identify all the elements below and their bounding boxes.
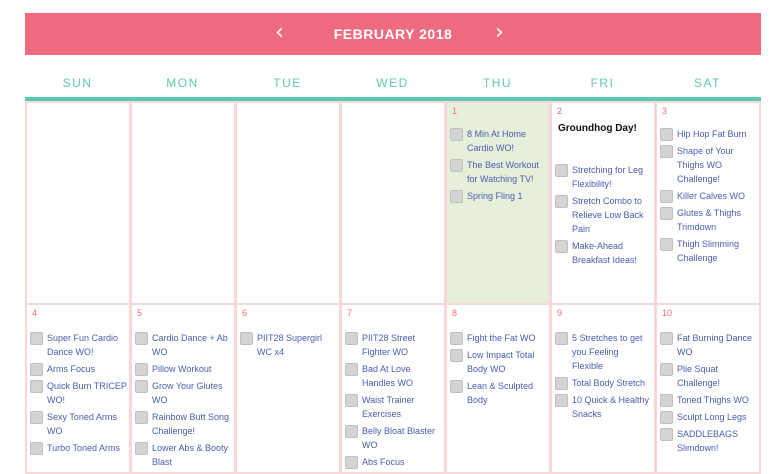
event-checkbox[interactable] (30, 332, 43, 345)
event-item[interactable]: Lower Abs & Booty Blast (135, 441, 232, 469)
event-item[interactable]: Grow Your Glutes WO (135, 379, 232, 407)
event-item[interactable]: Killer Calves WO (660, 189, 757, 203)
event-checkbox[interactable] (240, 332, 253, 345)
event-checkbox[interactable] (660, 363, 673, 376)
weekday-sun: SUN (62, 76, 93, 90)
event-list (450, 331, 547, 410)
next-month-chevron-icon[interactable]: › (495, 20, 504, 45)
month-title: FEBRUARY 2018 (333, 26, 453, 42)
event-item[interactable]: PIIT28 Supergirl WC x4 (240, 331, 337, 359)
day-cell-empty (130, 101, 236, 305)
day-cell-3[interactable] (655, 101, 761, 305)
event-list (660, 331, 757, 458)
day-number: 9 (557, 308, 563, 318)
event-checkbox[interactable] (555, 332, 568, 345)
weekday-header-row (25, 76, 761, 92)
event-checkbox[interactable] (135, 332, 148, 345)
calendar-grid (25, 101, 761, 474)
event-item[interactable]: SADDLEBAGS Slimdown! (660, 427, 757, 455)
event-item[interactable]: Low Impact Total Body WO (450, 348, 547, 376)
event-item[interactable]: Fat Burning Dance WO (660, 331, 757, 359)
event-list (660, 127, 757, 268)
event-checkbox[interactable] (450, 190, 463, 203)
event-checkbox[interactable] (450, 332, 463, 345)
weekday-sat: SAT (694, 76, 721, 90)
weekday-tue: TUE (273, 76, 302, 90)
day-number: 10 (662, 308, 673, 318)
event-item[interactable]: Plie Squat Challenge! (660, 362, 757, 390)
day-number: 4 (32, 308, 38, 318)
day-cell-9[interactable] (550, 303, 656, 474)
event-item[interactable]: Stretching for Leg Flexibility! (555, 163, 652, 191)
event-checkbox[interactable] (555, 377, 568, 390)
event-item[interactable]: Rainbow Butt Song Challenge! (135, 410, 232, 438)
day-number: 3 (662, 106, 668, 116)
event-item[interactable]: 8 Min At Home Cardio WO! (450, 127, 547, 155)
event-item[interactable]: Fight the Fat WO (450, 331, 547, 345)
day-number: 5 (137, 308, 143, 318)
day-cell-10[interactable] (655, 303, 761, 474)
event-item[interactable]: Turbo Toned Arms (30, 441, 127, 455)
weekday-fri: FRI (590, 76, 615, 90)
event-list (450, 127, 547, 206)
event-item[interactable]: Belly Bloat Blaster WO (345, 424, 442, 452)
prev-month-chevron-icon[interactable]: ‹ (275, 20, 284, 45)
day-cell-2[interactable] (550, 101, 656, 305)
event-item[interactable]: Pillow Workout (135, 362, 232, 376)
event-item[interactable]: PIIT28 Street Fighter WO (345, 331, 442, 359)
event-checkbox[interactable] (660, 332, 673, 345)
day-cell-5[interactable] (130, 303, 236, 474)
event-item[interactable]: Sexy Toned Arms WO (30, 410, 127, 438)
event-checkbox[interactable] (30, 411, 43, 424)
event-checkbox[interactable] (660, 428, 673, 441)
event-item[interactable]: Bad At Love Handles WO (345, 362, 442, 390)
day-number: 6 (242, 308, 248, 318)
event-checkbox[interactable] (555, 164, 568, 177)
event-checkbox[interactable] (555, 195, 568, 208)
event-item[interactable]: Hip Hop Fat Burn (660, 127, 757, 141)
calendar-header (25, 13, 761, 55)
event-checkbox[interactable] (555, 240, 568, 253)
event-checkbox[interactable] (345, 394, 358, 407)
event-checkbox[interactable] (450, 128, 463, 141)
event-checkbox[interactable] (660, 145, 673, 158)
event-checkbox[interactable] (450, 380, 463, 393)
event-item[interactable]: Cardio Dance + Ab WO (135, 331, 232, 359)
day-cell-8[interactable] (445, 303, 551, 474)
day-cell-6[interactable] (235, 303, 341, 474)
event-list (345, 331, 442, 472)
day-number: 8 (452, 308, 458, 318)
event-checkbox[interactable] (345, 332, 358, 345)
event-item[interactable]: Shape of Your Thighs WO Challenge! (660, 144, 757, 186)
event-checkbox[interactable] (450, 159, 463, 172)
day-number: 7 (347, 308, 353, 318)
event-checkbox[interactable] (660, 411, 673, 424)
event-checkbox[interactable] (30, 380, 43, 393)
event-item[interactable]: Abs Focus (345, 455, 442, 469)
holiday-note: Groundhog Day! (558, 123, 637, 134)
day-number: 2 (557, 106, 563, 116)
event-item[interactable]: 5 Stretches to get you Feeling Flexible (555, 331, 652, 373)
event-checkbox[interactable] (555, 394, 568, 407)
event-item[interactable]: Toned Thighs WO (660, 393, 757, 407)
day-cell-empty (235, 101, 341, 305)
event-item[interactable]: Spring Fling 1 (450, 189, 547, 203)
event-item[interactable]: Waist Trainer Exercises (345, 393, 442, 421)
day-cell-4[interactable] (25, 303, 131, 474)
event-item[interactable]: 10 Quick & Healthy Snacks (555, 393, 652, 421)
weekday-mon: MON (166, 76, 199, 90)
event-list (240, 331, 337, 362)
event-item[interactable]: Thigh Slimming Challenge (660, 237, 757, 265)
event-checkbox[interactable] (135, 411, 148, 424)
event-item[interactable]: Lean & Sculpted Body (450, 379, 547, 407)
weekday-wed: WED (376, 76, 409, 90)
event-item[interactable]: Make-Ahead Breakfast Ideas! (555, 239, 652, 267)
event-item[interactable]: Stretch Combo to Relieve Low Back Pain (555, 194, 652, 236)
event-item[interactable]: Total Body Stretch (555, 376, 652, 390)
event-item[interactable]: Arms Focus (30, 362, 127, 376)
event-item[interactable]: Sculpt Long Legs (660, 410, 757, 424)
weekday-thu: THU (482, 76, 513, 90)
event-checkbox[interactable] (345, 363, 358, 376)
event-checkbox[interactable] (135, 363, 148, 376)
event-checkbox[interactable] (660, 394, 673, 407)
event-list (555, 163, 652, 270)
event-item[interactable]: The Best Workout for Watching TV! (450, 158, 547, 186)
day-cell-1[interactable] (445, 101, 551, 305)
day-cell-7[interactable] (340, 303, 446, 474)
day-cell-empty (25, 101, 131, 305)
event-item[interactable]: Super Fun Cardio Dance WO! (30, 331, 127, 359)
event-checkbox[interactable] (135, 442, 148, 455)
event-checkbox[interactable] (660, 190, 673, 203)
event-checkbox[interactable] (660, 128, 673, 141)
event-list (135, 331, 232, 472)
event-checkbox[interactable] (660, 207, 673, 220)
day-number: 1 (452, 106, 458, 116)
event-checkbox[interactable] (450, 349, 463, 362)
event-checkbox[interactable] (345, 425, 358, 438)
event-list (30, 331, 127, 458)
event-checkbox[interactable] (30, 363, 43, 376)
event-item[interactable]: Quick Burn TRICEP WO! (30, 379, 127, 407)
day-cell-empty (340, 101, 446, 305)
event-item[interactable]: Glutes & Thighs Trimdown (660, 206, 757, 234)
event-checkbox[interactable] (135, 380, 148, 393)
event-checkbox[interactable] (30, 442, 43, 455)
event-checkbox[interactable] (660, 238, 673, 251)
event-checkbox[interactable] (345, 456, 358, 469)
event-list (555, 331, 652, 424)
